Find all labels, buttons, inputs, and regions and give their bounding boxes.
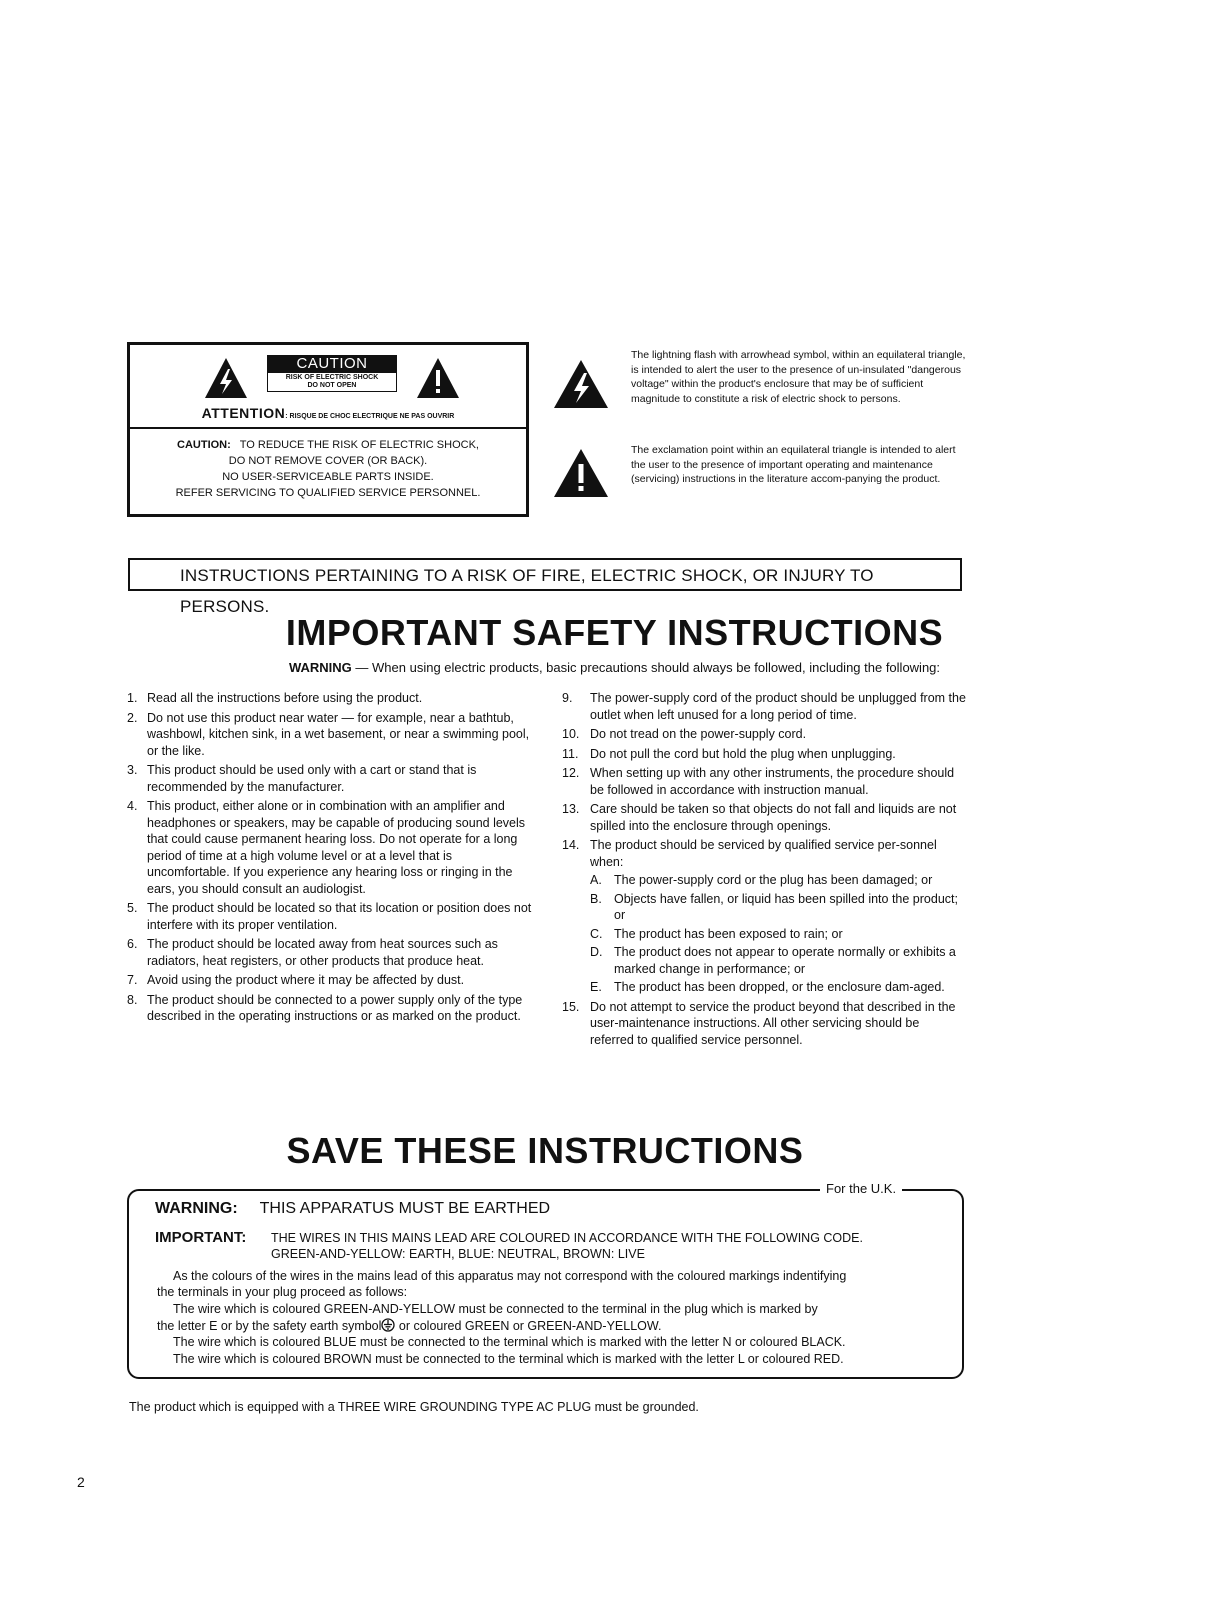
list-item: 7. Avoid using the product where it may be affected by dust. — [127, 973, 465, 987]
list-item: 13. Care should be taken so that objects do not fall and liquids are not spilled into the enclosure through openings. — [562, 802, 957, 833]
risk-of-shock-box — [267, 373, 397, 392]
risk-line-2: DO NOT OPEN — [307, 382, 357, 389]
warning-label: WARNING — [288, 660, 352, 675]
list-item: 9. The power-supply cord of the product should be unplugged from the outlet when left unused for a long period of time. — [562, 691, 966, 722]
sub-item: C. The product has been exposed to rain; or — [590, 926, 843, 941]
lightning-symbol-icon — [553, 359, 609, 409]
lightning-warning-icon — [204, 357, 248, 399]
uk-para3: The wire which is coloured BLUE must be connected to the terminal which is marked with the letter N or coloured BLACK. — [173, 1335, 846, 1349]
page-number: 2 — [77, 1474, 85, 1490]
uk-important-text: THE WIRES IN THIS MAINS LEAD ARE COLOURED IN ACCORDANCE WITH THE FOLLOWING CODE. — [271, 1231, 863, 1245]
warning-text: — When using electric products, basic precautions should always be followed, including the following: — [351, 660, 941, 675]
lightning-symbol-text: The lightning flash with arrowhead symbol, within an equilateral triangle, is intended to alert the user to the presence of un-insulated "dangerous voltage" within the product's enclosure that may be of sufficient magnitude to constitute a risk of electric shock to persons. — [631, 349, 966, 405]
exclamation-symbol-icon — [553, 448, 609, 498]
sub-item: A. The power-supply cord or the plug has been damaged; or — [590, 873, 933, 887]
caution-line-1: TO REDUCE THE RISK OF ELECTRIC SHOCK, — [239, 439, 479, 451]
list-item: 12. When setting up with any other instruments, the procedure should be followed in accordance with instruction manual. — [562, 766, 955, 797]
caution-label-block — [267, 355, 397, 392]
attention-line — [130, 405, 526, 421]
earth-symbol-icon — [381, 1318, 395, 1332]
list-item: 5. The product should be located so that its location or position does not interfere with its proper ventilation. — [127, 901, 532, 932]
attention-french: : RISQUE DE CHOC ELECTRIQUE NE PAS OUVRIR — [285, 413, 455, 420]
sub-item: D. The product does not appear to operate normally or exhibits a marked change in performance; or — [590, 945, 956, 976]
risk-line-1: RISK OF ELECTRIC SHOCK — [285, 374, 379, 381]
sub-item: B. Objects have fallen, or liquid has been spilled into the product; or — [590, 891, 958, 922]
list-item: 2. Do not use this product near water — for example, near a bathtub, washbowl, kitchen sink, in a wet basement, or near a swimming pool, or the like. — [127, 710, 530, 758]
grounding-footer: The product which is equipped with a THREE WIRE GROUNDING TYPE AC PLUG must be grounded. — [129, 1400, 699, 1414]
list-item: 10. Do not tread on the power-supply cord. — [562, 727, 807, 741]
caution-label: CAUTION — [267, 355, 397, 373]
warning-line — [0, 660, 1229, 675]
caution-line-3: NO USER-SERVICEABLE PARTS INSIDE. — [222, 471, 434, 483]
list-item: 3. This product should be used only with a cart or stand that is recommended by the manufacturer. — [127, 763, 477, 794]
caution-box — [127, 342, 529, 517]
page-title: IMPORTANT SAFETY INSTRUCTIONS — [285, 612, 944, 653]
uk-para2-b: the letter E or by the safety earth symbol or coloured GREEN or GREEN-AND-YELLOW. — [157, 1319, 662, 1333]
uk-para1-a: As the colours of the wires in the mains lead of this apparatus may not correspond with the coloured markings indentifying — [173, 1269, 847, 1283]
caution-body-label: CAUTION: — [177, 439, 231, 451]
uk-para4: The wire which is coloured BROWN must be connected to the terminal which is marked with the letter L or coloured RED. — [173, 1352, 844, 1366]
left-instruction-list — [127, 690, 532, 1028]
caution-line-2: DO NOT REMOVE COVER (OR BACK). — [228, 455, 428, 467]
uk-para1-b: the terminals in your plug proceed as follows: — [157, 1285, 408, 1299]
uk-label: For the U.K. — [820, 1181, 902, 1196]
uk-warning-row — [155, 1200, 550, 1218]
list-item: 6. The product should be located away from heat sources such as radiators, heat registers, or other products that produce heat. — [127, 937, 498, 968]
list-item: 14. The product should be serviced by qualified service per-sonnel when: A. The power-supply cord or the plug has been damaged; or B. Objects have fallen, or liquid has been spilled into the product; or C. The product has been exposed to rain; or D. The product does not appear to operate normally or exhibits a marked change in performance; or E. The product has been dropped, or the enclosure dam-aged. — [562, 837, 966, 996]
uk-warning-text: THIS APPARATUS MUST BE EARTHED — [259, 1200, 551, 1217]
save-instructions-title: SAVE THESE INSTRUCTIONS — [286, 1130, 804, 1171]
list-item: 11. Do not pull the cord but hold the plug when unplugging. — [562, 746, 896, 761]
uk-code-line: GREEN-AND-YELLOW: EARTH, BLUE: NEUTRAL, BROWN: LIVE — [271, 1247, 645, 1261]
caution-header — [130, 345, 526, 429]
list-item: 8. The product should be connected to a power supply only of the type described in the operating instructions or as marked on the product. — [127, 992, 523, 1023]
list-item: 15. Do not attempt to service the product beyond that described in the user-maintenance instructions. All other servicing should be referred to qualified service personnel. — [562, 999, 956, 1047]
exclamation-warning-icon — [416, 357, 460, 399]
list-item: 1. Read all the instructions before using the product. — [127, 691, 423, 705]
exclamation-symbol-text: The exclamation point within an equilateral triangle is intended to alert the user to the presence of important operating and maintenance (servicing) instructions in the literature accom-panying the product. — [631, 444, 956, 485]
sub-item: E. The product has been dropped, or the enclosure dam-aged. — [590, 980, 945, 994]
caution-line-4: REFER SERVICING TO QUALIFIED SERVICE PERSONNEL. — [175, 487, 481, 499]
right-instruction-list — [562, 690, 966, 1051]
attention-label: ATTENTION — [201, 405, 286, 421]
uk-important-label: IMPORTANT: — [155, 1229, 247, 1246]
list-item: 4. This product, either alone or in combination with an amplifier and headphones or speakers, may be capable of producing sound levels that could cause permanent hearing loss. Do not operate for a long period of time at a high volume level or at a level that is uncomfortable. If you experience any hearing loss or ringing in the ears, you should consult an audiologist. — [127, 799, 526, 896]
caution-body — [130, 437, 526, 501]
uk-para2-a: The wire which is coloured GREEN-AND-YELLOW must be connected to the terminal in the plug which is marked by — [173, 1302, 818, 1316]
uk-warning-label: WARNING: — [155, 1200, 238, 1217]
instructions-banner: INSTRUCTIONS PERTAINING TO A RISK OF FIRE, ELECTRIC SHOCK, OR INJURY TO PERSONS. — [128, 558, 962, 591]
